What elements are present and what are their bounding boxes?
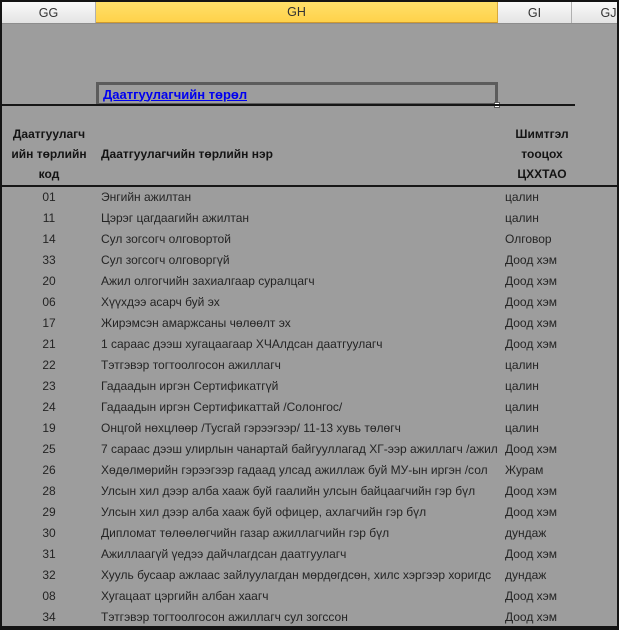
row-code-cell[interactable]: 34 xyxy=(42,610,56,624)
row-code-cell[interactable]: 29 xyxy=(42,505,56,519)
row-value-cell[interactable]: Доод хэм xyxy=(505,589,558,603)
row-name-cell[interactable]: Улсын хил дээр алба хааж буй гаалийн улсын байцаагчийн гэр бүл xyxy=(101,484,476,498)
row-value-cell[interactable]: Доод хэм xyxy=(505,610,558,624)
table-row xyxy=(2,460,617,481)
row-code-cell[interactable]: 32 xyxy=(42,568,56,582)
row-value-cell[interactable]: Журам xyxy=(505,463,544,477)
row-name-cell[interactable]: Улсын хил дээр алба хааж буй офицер, ахлагчийн гэр бүл xyxy=(101,505,427,519)
header-code-line3: код xyxy=(38,167,60,181)
row-name-cell[interactable]: Гадаадын иргэн Сертификаттай /Солонгос/ xyxy=(101,400,343,414)
row-name-cell[interactable]: Тэтгэвэр тогтоолгосон ажиллагч xyxy=(101,358,281,372)
table-body xyxy=(2,187,617,626)
table-row xyxy=(2,376,617,397)
row-name-cell[interactable]: Онцгой нөхцлөөр /Тусгай гэрээгээр/ 11-13 хувь төлөгч xyxy=(101,421,401,435)
row-name-cell[interactable]: Ажиллаагүй үедээ дайчлагдсан даатгуулагч xyxy=(101,547,347,561)
row-name-cell[interactable]: Гадаадын иргэн Сертификатгүй xyxy=(101,379,279,393)
row-value-cell[interactable]: цалин xyxy=(505,190,539,204)
row-name-cell[interactable]: Дипломат төлөөлөгчийн газар ажиллагчийн гэр бүл xyxy=(101,526,390,540)
row-name-cell[interactable]: Ажил олгогчийн захиалгаар суралцагч xyxy=(101,274,315,288)
row-name-cell[interactable]: Хууль бусаар ажлаас зайлуулагдан мөрдөгдсөн, хилс хэргээр хоригдс xyxy=(101,568,492,582)
header-value-line1: Шимтгэл xyxy=(515,127,569,141)
row-code-cell[interactable]: 22 xyxy=(42,358,56,372)
row-value-cell[interactable]: Доод хэм xyxy=(505,253,558,267)
row-value-cell[interactable]: дундаж xyxy=(505,568,547,582)
row-name-cell[interactable]: Тэтгэвэр тогтоолгосон ажиллагч сул зогссон xyxy=(101,610,348,624)
table-header-value[interactable] xyxy=(498,124,586,184)
row-name-cell[interactable]: Хугацаат цэргийн албан хаагч xyxy=(101,589,269,603)
row-value-cell[interactable]: цалин xyxy=(505,400,539,414)
row-name-cell[interactable]: Энгийн ажилтан xyxy=(101,190,192,204)
row-code-cell[interactable]: 26 xyxy=(42,463,56,477)
row-value-cell[interactable]: цалин xyxy=(505,211,539,225)
row-code-cell[interactable]: 21 xyxy=(42,337,56,351)
header-value-line3: ЦХХТАО xyxy=(517,167,567,181)
row-code-cell[interactable]: 20 xyxy=(42,274,56,288)
row-name-cell[interactable]: Цэрэг цагдаагийн ажилтан xyxy=(101,211,250,225)
row-code-cell[interactable]: 08 xyxy=(42,589,56,603)
column-header-strip xyxy=(2,2,617,24)
table-row xyxy=(2,250,617,271)
row-value-cell[interactable]: Доод хэм xyxy=(505,316,558,330)
row-value-cell[interactable]: Доод хэм xyxy=(505,547,558,561)
column-header-gj[interactable]: GJ xyxy=(572,2,619,23)
row-value-cell[interactable]: цалин xyxy=(505,421,539,435)
table-row xyxy=(2,481,617,502)
row-name-cell[interactable]: 7 сараас дээш улирлын чанартай байгууллагад ХГ-ээр ажиллагч /ажил xyxy=(101,442,498,456)
row-name-cell[interactable]: Сул зогсогч олговоргүй xyxy=(101,253,230,267)
row-value-cell[interactable]: цалин xyxy=(505,379,539,393)
row-code-cell[interactable]: 06 xyxy=(42,295,56,309)
table-row xyxy=(2,292,617,313)
row-code-cell[interactable]: 01 xyxy=(42,190,56,204)
row-code-cell[interactable]: 14 xyxy=(42,232,56,246)
row-code-cell[interactable]: 11 xyxy=(42,211,56,225)
row-value-cell[interactable]: Доод хэм xyxy=(505,484,558,498)
row-value-cell[interactable]: Доод хэм xyxy=(505,442,558,456)
row-code-cell[interactable]: 25 xyxy=(42,442,56,456)
row-code-cell[interactable]: 30 xyxy=(42,526,56,540)
row-code-cell[interactable]: 31 xyxy=(42,547,56,561)
row-value-cell[interactable]: Доод хэм xyxy=(505,337,558,351)
table-row xyxy=(2,523,617,544)
table-row xyxy=(2,544,617,565)
table-row xyxy=(2,586,617,607)
table-row xyxy=(2,439,617,460)
table-row xyxy=(2,313,617,334)
row-value-cell[interactable]: Доод хэм xyxy=(505,505,558,519)
column-header-gi[interactable]: GI xyxy=(498,2,572,23)
title-row-underline xyxy=(2,104,575,106)
table-header-name[interactable] xyxy=(101,124,498,184)
row-name-cell[interactable]: Хөдөлмөрийн гэрээгээр гадаад улсад ажиллаж буй МУ-ын иргэн /сол xyxy=(101,463,488,477)
row-value-cell[interactable]: цалин xyxy=(505,358,539,372)
row-name-cell[interactable]: Хүүхдээ асарч буй эх xyxy=(101,295,220,309)
row-code-cell[interactable]: 17 xyxy=(42,316,56,330)
row-code-cell[interactable]: 33 xyxy=(42,253,56,267)
row-code-cell[interactable]: 24 xyxy=(42,400,56,414)
table-row xyxy=(2,271,617,292)
row-value-cell[interactable]: Доод хэм xyxy=(505,295,558,309)
header-value-line2: тооцох xyxy=(521,147,563,161)
header-code-line2: ийн төрлийн xyxy=(11,147,87,161)
table-header-code[interactable] xyxy=(2,124,96,184)
column-header-gh-selected[interactable]: GH xyxy=(96,2,498,23)
row-code-cell[interactable]: 19 xyxy=(42,421,56,435)
row-name-cell[interactable]: Сул зогсогч олговортой xyxy=(101,232,231,246)
row-value-cell[interactable]: Доод хэм xyxy=(505,274,558,288)
table-row xyxy=(2,607,617,626)
table-row xyxy=(2,355,617,376)
table-row xyxy=(2,187,617,208)
selected-title-cell[interactable] xyxy=(96,82,498,106)
row-value-cell[interactable]: дундаж xyxy=(505,526,547,540)
column-header-gg[interactable]: GG xyxy=(2,2,96,23)
table-row xyxy=(2,565,617,586)
row-code-cell[interactable]: 28 xyxy=(42,484,56,498)
row-name-cell[interactable]: Жирэмсэн амаржсаны чөлөөлт эх xyxy=(101,316,291,330)
table-row xyxy=(2,229,617,250)
row-code-cell[interactable]: 23 xyxy=(42,379,56,393)
header-code-line1: Даатгуулагч xyxy=(12,127,86,141)
table-row xyxy=(2,502,617,523)
header-name-label: Даатгуулагчийн төрлийн нэр xyxy=(101,147,273,161)
row-name-cell[interactable]: 1 сараас дээш хугацаагаар ХЧАлдсан даатгуулагч xyxy=(101,337,383,351)
row-value-cell[interactable]: Олговор xyxy=(505,232,552,246)
table-row xyxy=(2,208,617,229)
table-row xyxy=(2,418,617,439)
table-row xyxy=(2,334,617,355)
insured-type-hyperlink[interactable]: Даатгуулагчийн төрөл xyxy=(103,86,248,102)
table-row xyxy=(2,397,617,418)
